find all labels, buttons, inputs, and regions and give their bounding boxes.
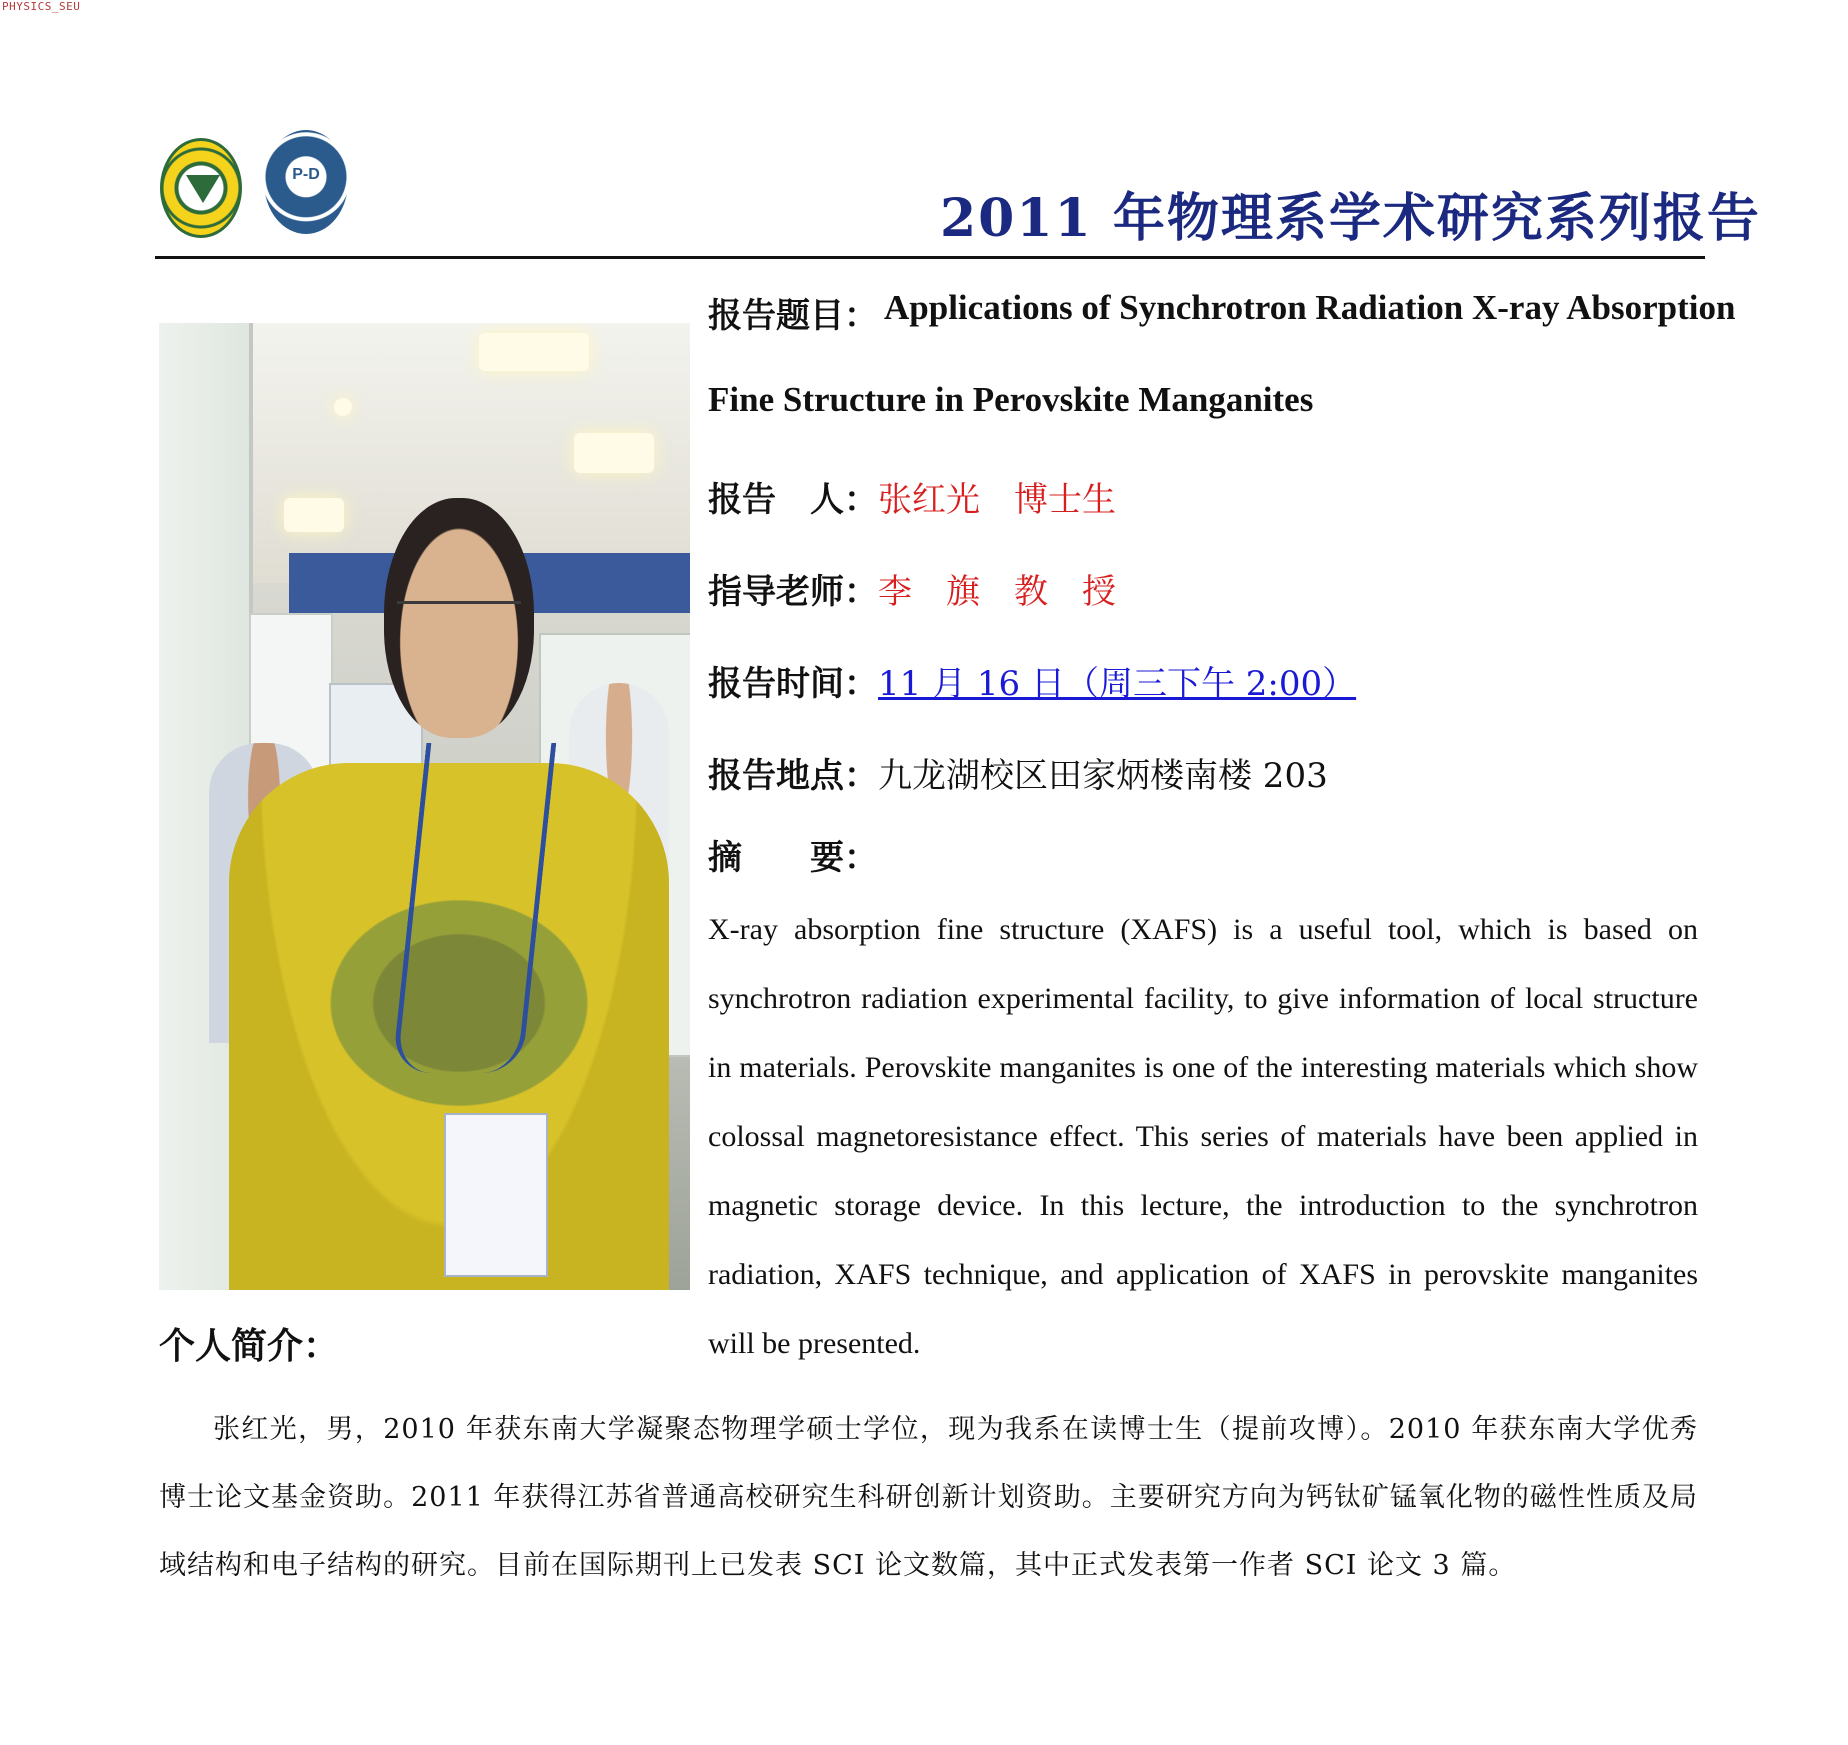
advisor-name: 李 旗 教 授: [878, 572, 1116, 612]
place-value: 九龙湖校区田家炳楼南楼 203: [878, 756, 1328, 796]
title-divider: [155, 256, 1705, 259]
advisor-label: 指导老师：: [708, 572, 878, 612]
university-logo: [160, 138, 242, 238]
bio-text: 张红光，男，2010 年获东南大学凝聚态物理学硕士学位，现为我系在读博士生（提前攻博）。2010 年获东南大学优秀博士论文基金资助。2011 年获得江苏省普通高校研究生科研创新计划资助。主要研究方向为钙钛矿锰氧化物的磁性性质及局域结构和电子结构的研究。目前在国际期刊上已发表 SCI 论文数篇，其中正式发表第一作者 SCI 论文 3 篇。: [159, 1414, 1698, 1581]
abstract-label: 摘 要：: [708, 838, 878, 878]
place-row: [708, 748, 1328, 797]
speaker-row: [708, 472, 1116, 521]
speaker-photo: [159, 323, 690, 1290]
topic-line-1: [708, 288, 1736, 337]
page-title: 2011 年物理系学术研究系列报告: [940, 188, 1761, 249]
bio-title: 个人简介：: [159, 1325, 340, 1367]
abstract-text: X-ray absorption fine structure (XAFS) is a useful tool, which is based on synchrotron radiation experimental facility, to give information of local structure in materials. Perovskite manganites is one of the interesting materials which show colossal magnetoresistance effect. This series of materials have been applied in magnetic storage device. In this lecture, the introduction to the synchrotron radiation, XAFS technique, and application of XAFS in perovskite manganites will be presented.: [708, 913, 1698, 1360]
topic-title-part1: Applications of Synchrotron Radiation X-ray Absorption: [884, 288, 1736, 327]
department-logo-mark: P-D: [292, 166, 320, 183]
speaker-label: 报告 人：: [708, 480, 878, 520]
place-label: 报告地点：: [708, 756, 878, 796]
department-logo: [264, 130, 348, 234]
topic-label: 报告题目：: [708, 296, 878, 336]
topic-title-part2: Fine Structure in Perovskite Manganites: [708, 380, 1314, 419]
time-link[interactable]: 11 月 16 日（周三下午 2:00）: [878, 664, 1357, 704]
advisor-row: [708, 564, 1116, 613]
speaker-name: 张红光 博士生: [878, 480, 1116, 520]
time-row: [708, 656, 1356, 705]
time-label: 报告时间：: [708, 664, 878, 704]
corner-watermark: PHYSICS_SEU: [2, 0, 81, 13]
